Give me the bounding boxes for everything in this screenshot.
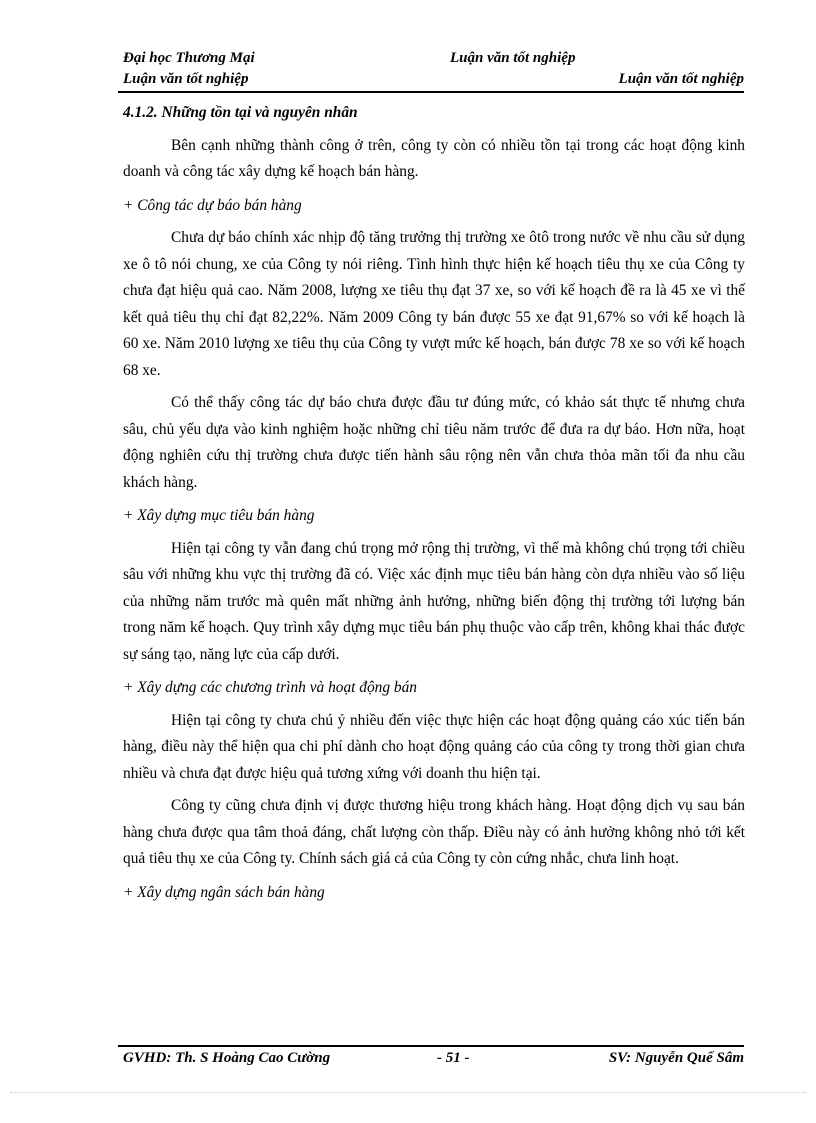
footer-rule	[118, 1045, 744, 1047]
subheading-sales-goals: + Xây dựng mục tiêu bán hàng	[123, 507, 315, 524]
section-heading: 4.1.2. Những tồn tại và nguyên nhân	[123, 104, 358, 121]
page-bottom-border	[10, 1092, 806, 1093]
footer-student: SV: Nguyễn Quế Sâm	[608, 1050, 744, 1066]
header-thesis-right: Luận văn tốt nghiệp	[618, 71, 744, 87]
sales-goals-paragraph: Hiện tại công ty vẫn đang chú trọng mở rộng thị trường, vì thế mà không chú trọng tới chiều sâu với những khu vực thị trường đã có. Việc xác định mục tiêu bán hàng còn dựa nhiều vào số liệu của những năm trước mà quên mất những ảnh hưởng, những biến động thị trường tới lượng bán trong năm kế hoạch. Quy trình xây dựng mục tiêu bán phụ thuộc vào cấp trên, không khai thác được sự sáng tạo, năng lực của cấp dưới.	[123, 539, 745, 663]
sales-programs-paragraph-2: Công ty cũng chưa định vị được thương hiệu trong khách hàng. Hoạt động dịch vụ sau bán hàng chưa được qua tâm thoả đáng, chất lượng còn thấp. Điều này có ảnh hưởng không nhỏ tới kết quả tiêu thụ xe của Công ty. Chính sách giá cả của Công ty còn cứng nhắc, chưa linh hoạt.	[123, 797, 745, 867]
subheading-sales-programs: + Xây dựng các chương trình và hoạt động bán	[123, 679, 417, 696]
subheading-sales-budget: + Xây dựng ngân sách bán hàng	[123, 883, 325, 901]
subheading-forecast: + Công tác dự báo bán hàng	[123, 196, 302, 214]
intro-paragraph: Bên cạnh những thành công ở trên, công ty còn có nhiều tồn tại trong các hoạt động kinh doanh và công tác xây dựng kế hoạch bán hàng.	[123, 136, 745, 180]
forecast-paragraph-1: Chưa dự báo chính xác nhịp độ tăng trưởng thị trường xe ôtô trong nước về nhu cầu sử dụng xe ô tô nói chung, xe của Công ty nói riêng. Tình hình thực hiện kế hoạch tiêu thụ xe của Công ty chưa đạt hiệu quả cao. Năm 2008, lượng xe tiêu thụ đạt 37 xe, so với kế hoạch đề ra là 45 xe vì thế kết quả tiêu thụ chỉ đạt 82,22%. Năm 2009 Công ty bán được 55 xe đạt 91,67% so với kế hoạch là 60 xe. Năm 2010 lượng xe tiêu thụ của Công ty vượt mức kế hoạch, bán được 78 xe so với kế hoạch 68 xe.	[123, 229, 745, 379]
header-thesis-title-top: Luận văn tốt nghiệp	[450, 50, 576, 66]
forecast-paragraph-2: Có thể thấy công tác dự báo chưa được đầu tư đúng mức, có khảo sát thực tế nhưng chưa sâu, chủ yếu dựa vào kinh nghiệm hoặc những chỉ tiêu năm trước để đưa ra dự báo. Hơn nữa, hoạt động nghiên cứu thị trường chưa được tiến hành sâu rộng nên vẫn chưa thỏa mãn tối đa nhu cầu khách hàng.	[123, 394, 745, 491]
header-university: Đại học Thương Mại	[123, 50, 255, 66]
header-thesis-left: Luận văn tốt nghiệp	[123, 71, 249, 87]
sales-programs-paragraph-1: Hiện tại công ty chưa chú ý nhiều đến việc thực hiện các hoạt động quảng cáo xúc tiến bán hàng, điều này thể hiện qua chi phí dành cho hoạt động quảng cáo của công ty trong thời gian chưa nhiều và chưa đạt được hiệu quả tương xứng với doanh thu hiện tại.	[123, 711, 745, 782]
body-content	[123, 100, 745, 912]
footer-advisor: GVHD: Th. S Hoàng Cao Cường	[123, 1050, 331, 1066]
footer-page-number: - 51 -	[437, 1050, 470, 1066]
header-rule	[118, 91, 744, 93]
